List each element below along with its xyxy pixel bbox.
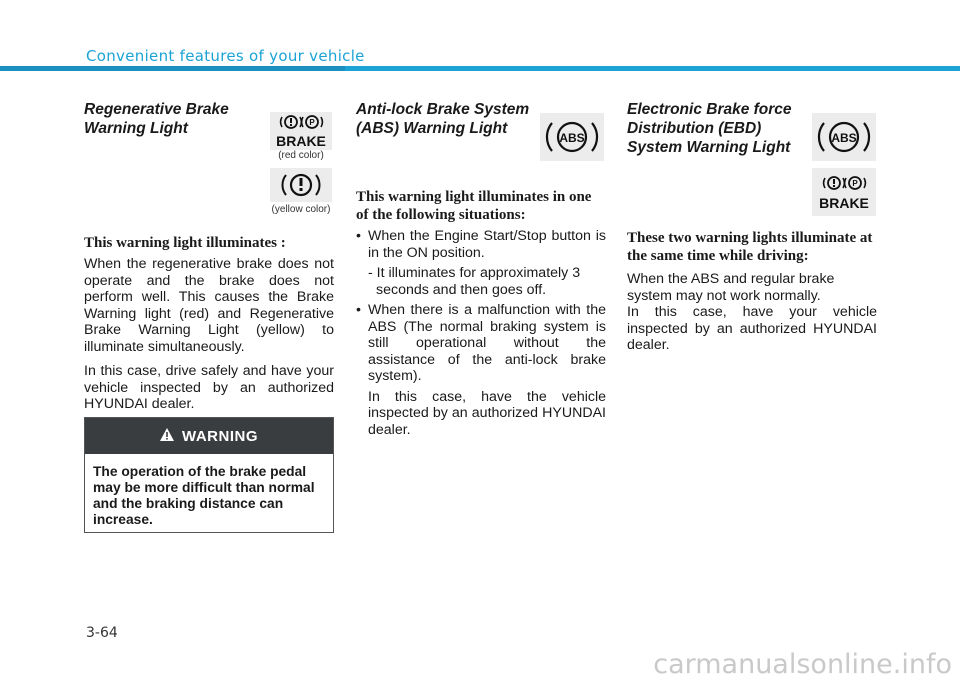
regenerative-brake-para2: In this case, drive safely and have your vehicle inspected by an authorized HYUNDAI dealer. <box>84 363 334 412</box>
svg-text:P: P <box>852 179 858 188</box>
warning-text: The operation of the brake pedal may be more difficult than normal and the braking distance can increase. <box>93 464 315 527</box>
regenerative-brake-title: Regenerative Brake Warning Light <box>84 101 229 137</box>
svg-text:BRAKE: BRAKE <box>276 133 326 149</box>
list-item: • When the Engine Start/Stop button is in the ON position. <box>356 228 606 261</box>
svg-text:BRAKE: BRAKE <box>819 195 869 211</box>
red-color-caption: (red color) <box>278 150 324 161</box>
ebd-title: Electronic Brake force Distribution (EBD) System Warning Light <box>627 101 792 156</box>
regenerative-brake-para1: When the regenerative brake does not operate and the brake does not perform well. This causes the Brake Warning light (red) and Regenerative Brake Warning Light (yellow) to illuminate simultaneously. <box>84 256 334 355</box>
abs-warning-icon <box>540 113 604 161</box>
yellow-color-caption: (yellow color) <box>271 204 331 215</box>
abs-bullet-list <box>356 228 606 261</box>
watermark: carmanualsonline.info <box>653 649 952 680</box>
page-number: 3-64 <box>86 625 118 641</box>
ebd-brake-icon <box>812 168 876 216</box>
section-title: Convenient features of your vehicle <box>86 47 365 65</box>
warning-triangle-icon <box>160 428 174 445</box>
list-item: • When there is a malfunction with the ABS (The normal braking system is still operational without the assistance of the anti-lock brake system). <box>356 302 606 384</box>
abs-lead: This warning light illuminates in one of the following situations: <box>356 189 592 223</box>
regenerative-brake-icon <box>270 168 332 202</box>
abs-para: In this case, have the vehicle inspected by an authorized HYUNDAI dealer. <box>368 388 606 438</box>
svg-text:ABS: ABS <box>559 131 585 145</box>
regenerative-brake-lead: This warning light illuminates : <box>84 235 286 251</box>
warning-box <box>84 417 334 533</box>
svg-text:P: P <box>309 118 315 127</box>
abs-sub-item: - It illuminates for approximately 3 seconds and then goes off. <box>368 265 581 298</box>
brake-warning-icon <box>270 112 332 150</box>
ebd-lead: These two warning lights illuminate at the same time while driving: <box>627 230 873 264</box>
warning-title: WARNING <box>182 427 258 445</box>
ebd-abs-icon <box>812 113 876 161</box>
abs-title: Anti-lock Brake System (ABS) Warning Light <box>356 101 530 137</box>
svg-text:ABS: ABS <box>831 131 857 145</box>
ebd-para1: When the ABS and regular brake system may not work normally. <box>627 271 835 304</box>
warning-header <box>85 418 333 454</box>
header-rule-accent <box>0 66 345 71</box>
ebd-para2: In this case, have your vehicle inspected by an authorized HYUNDAI dealer. <box>627 304 877 353</box>
